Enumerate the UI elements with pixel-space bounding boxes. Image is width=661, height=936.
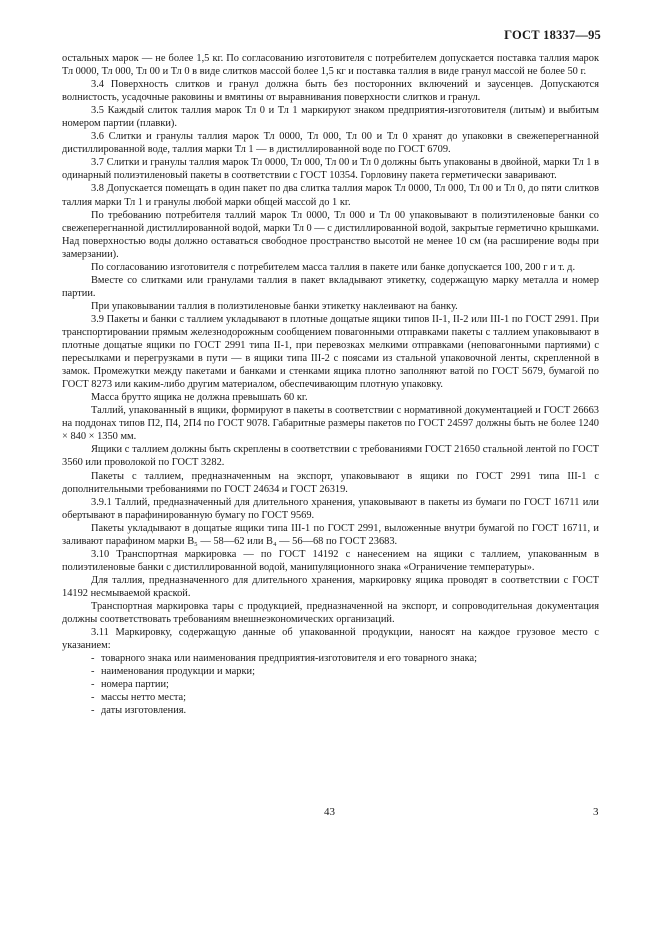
paragraph: остальных марок — не более 1,5 кг. По согласованию изготовителя с потребителем допускается поставка таллия марок Тл 0000, Тл 000, Тл 00 и Тл 0 в виде слитков массой более 1,5 кг и поставка таллия в виде гранул массой не более 50 г. xyxy=(62,53,599,78)
list-item-text: массы нетто места; xyxy=(101,692,187,704)
paragraph: 3.9 Пакеты и банки с таллием укладывают в плотные дощатые ящики типов II-1, II-2 или III-1 по ГОСТ 2991. При транспортировании прямым железнодорожным сообщением повагонными отправками пакеты с таллием упаковывают в плотные дощатые ящики по ГОСТ 2991 типа II-1, при перевозках мелкими отправками (неповагонными партиями) с пересылками и перегрузками в пути — в ящики типа III-2 с поясами из стальной упаковочной ленты, скрепленной в замок. Промежутки между пакетами и банками и стенками ящика плотно заполняют ватой по ГОСТ 5679, бумагой по ГОСТ 8273 или каким-либо другим материалом, обеспечивающим плотную упаковку. xyxy=(62,313,599,391)
paragraph: Ящики с таллием должны быть скреплены в соответствии с требованиями ГОСТ 21650 стальной лентой по ГОСТ 3560 или проволокой по ГОСТ 3282. xyxy=(62,444,599,469)
paragraph: По согласованию изготовителя с потребителем масса таллия в пакете или банке допускается 100, 200 г и т. д. xyxy=(91,261,576,273)
list-item-text: даты изготовления. xyxy=(101,705,187,717)
list-item xyxy=(62,652,599,665)
paragraph: По требованию потребителя таллий марок Тл 0000, Тл 000 и Тл 00 упаковывают в полиэтиленовые банки со свежеперегнанной дистиллированной водой, марки Тл 0 — с дистиллированной водой, закрытые герметично крышками. Над поверхностью воды должно оставаться свободное пространство высотой не менее 10 см (на расширение воды при замерзании). xyxy=(62,209,599,260)
standard-title: ГОСТ 18337—95 xyxy=(504,28,601,42)
paragraph: 3.10 Транспортная маркировка — по ГОСТ 14192 с нанесением на ящики с таллием, упакованным в полиэтиленовые банки с дистиллированной водой, манипуляционного знака «Ограничение температуры». xyxy=(62,548,599,573)
list-item xyxy=(62,704,599,717)
paragraph: 3.5 Каждый слиток таллия марок Тл 0 и Тл 1 маркируют знаком предприятия-изготовителя (литым) и выбитым номером партии (плавки). xyxy=(62,105,599,130)
document-body xyxy=(62,52,599,717)
paragraphs-container xyxy=(62,52,599,652)
list-dash: - xyxy=(91,679,95,691)
sheet-number: 43 xyxy=(324,806,335,818)
paragraph: 3.8 Допускается помещать в один пакет по два слитка таллия марок Тл 0000, Тл 000, Тл 00 и Тл 0, до пяти слитков таллия марки Тл 1 и гранулы любой марки общей массой до 1 кг. xyxy=(62,183,599,208)
paragraph: 3.6 Слитки и гранулы таллия марок Тл 0000, Тл 000, Тл 00 и Тл 0 хранят до упаковки в свежеперегнанной дистиллированной воде, таллия марки Тл 1 — в дистиллированной воде по ГОСТ 6709. xyxy=(62,131,599,156)
paragraph: Таллий, упакованный в ящики, формируют в пакеты в соответствии с нормативной документацией и ГОСТ 26663 на поддонах типов П2, П4, 2П4 по ГОСТ 9078. Габаритные размеры пакетов по ГОСТ 24597 должны быть не более 1240 × 840 × 1350 мм. xyxy=(62,405,599,443)
marking-list xyxy=(62,652,599,717)
list-dash: - xyxy=(91,705,95,717)
list-item-text: наименования продукции и марки; xyxy=(101,666,255,678)
page-number: 3 xyxy=(593,806,599,818)
paragraph: 3.4 Поверхность слитков и гранул должна быть без посторонних включений и заусенцев. Допускаются волнистость, усадочные раковины и вмятины от выравнивания поверхности слитков и гранул. xyxy=(62,79,599,104)
list-dash: - xyxy=(91,692,95,704)
paragraph: Транспортная маркировка тары с продукцией, предназначенной на экспорт, и сопроводительная документация должны соответствовать требованиям внешнеэкономических организаций. xyxy=(62,600,599,626)
paragraph: При упаковывании таллия в полиэтиленовые банки этикетку наклеивают на банку. xyxy=(91,300,458,312)
list-item xyxy=(62,691,599,704)
paragraph: 3.11 Маркировку, содержащую данные об упакованной продукции, наносят на каждое грузовое место с указанием: xyxy=(62,627,599,652)
paragraph: Пакеты укладывают в дощатые ящики типа III-1 по ГОСТ 2991, выложенные внутри бумагой по ГОСТ 16711, и заливают парафином марки В₅ — 58—62 или В₄ — 56—68 по ГОСТ 23683. xyxy=(62,522,599,547)
list-dash: - xyxy=(91,666,95,678)
paragraph: 3.9.1 Таллий, предназначенный для длительного хранения, упаковывают в пакеты из бумаги по ГОСТ 16711 или обертывают в парафинированную бумагу по ГОСТ 9569. xyxy=(62,496,599,521)
list-item xyxy=(62,665,599,678)
paragraph: Пакеты с таллием, предназначенным на экспорт, упаковывают в ящики по ГОСТ 2991 типа III-1 с дополнительными требованиями по ГОСТ 24634 и ГОСТ 26319. xyxy=(62,470,599,495)
list-dash: - xyxy=(91,653,95,665)
list-item xyxy=(62,678,599,691)
paragraph: Для таллия, предназначенного для длительного хранения, маркировку ящика проводят в соответствии с ГОСТ 14192 несмываемой краской. xyxy=(62,574,599,599)
list-item-text: товарного знака или наименования предприятия-изготовителя и его товарного знака; xyxy=(101,653,477,665)
paragraph: Масса брутто ящика не должна превышать 60 кг. xyxy=(91,392,308,404)
paragraph: Вместе со слитками или гранулами таллия в пакет вкладывают этикетку, содержащую марку металла и номер партии. xyxy=(62,274,599,299)
list-item-text: номера партии; xyxy=(101,679,169,691)
paragraph: 3.7 Слитки и гранулы таллия марок Тл 0000, Тл 000, Тл 00 и Тл 0 должны быть упакованы в двойной, марки Тл 1 в одинарный полиэтиленовый пакеты в соответствии с ГОСТ 10354. Горловину пакета герметически заваривают. xyxy=(62,157,599,182)
